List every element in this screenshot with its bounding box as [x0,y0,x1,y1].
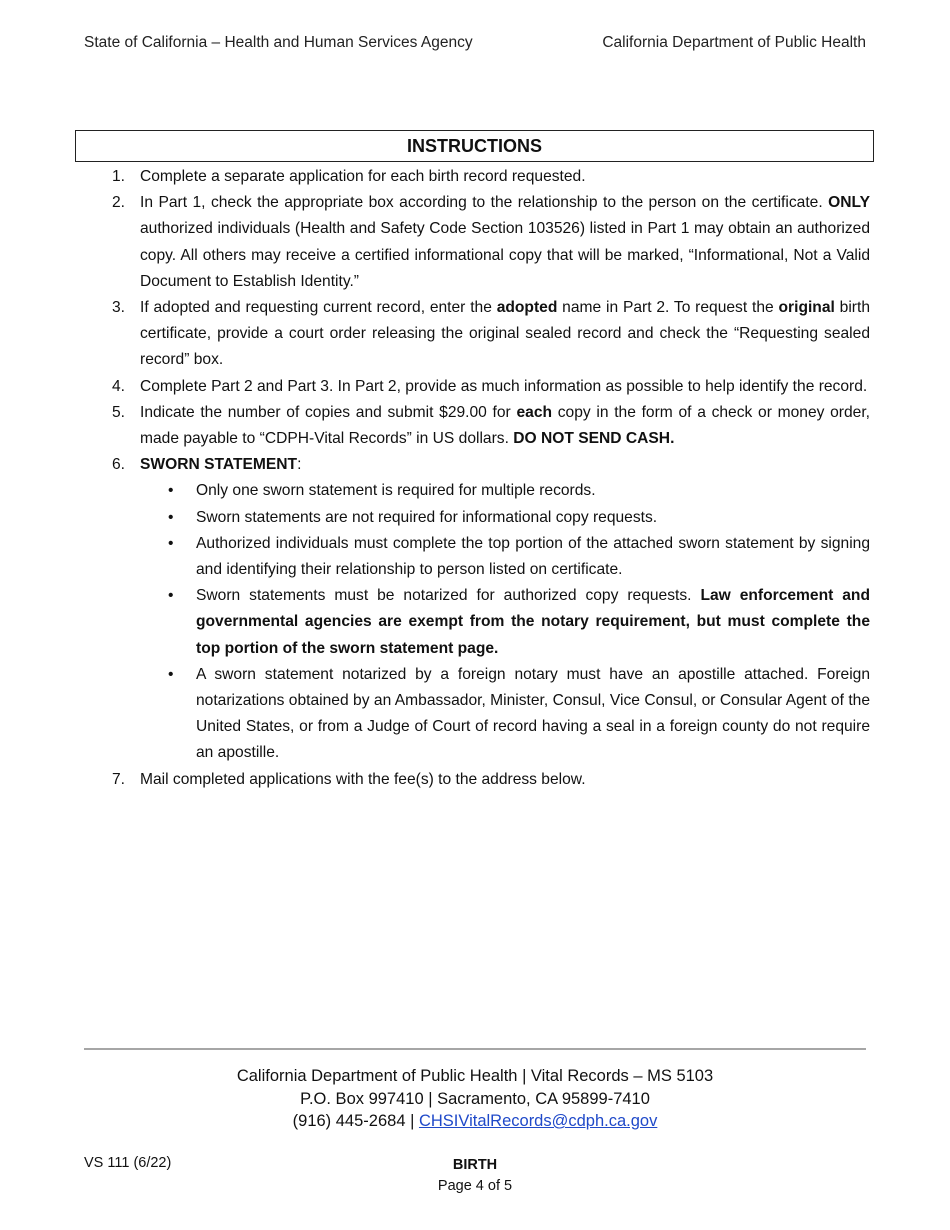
address-line-3 [0,1110,950,1133]
item-text: : [297,456,302,474]
instructions-title: INSTRUCTIONS [75,130,874,162]
header-department: California Department of Public Health [602,34,866,51]
bullet-text: Only one sworn statement is required for multiple records. [196,482,596,500]
item-emphasis: DO NOT SEND CASH. [513,430,675,448]
instruction-item-6 [84,452,870,478]
email-link[interactable]: CHSIVitalRecords@cdph.ca.gov [418,1112,658,1130]
document-type: BIRTH [452,1157,498,1173]
bullet-icon: • [168,534,174,552]
item-emphasis: adopted [496,299,558,317]
sworn-bullet-5 [84,662,870,767]
item-number: 2. [112,194,126,212]
sworn-bullet-2 [84,505,870,531]
sworn-bullet-3 [84,531,870,583]
form-number: VS 111 (6/22) [84,1155,172,1171]
bullet-icon: • [168,665,174,683]
item-text: In Part 1, check the appropriate box according to the relationship to the person on the certificate. [140,194,829,212]
bullet-icon: • [168,508,174,526]
item-number: 3. [112,299,126,317]
instruction-item-4 [84,374,870,400]
bullet-text: Sworn statements must be notarized for authorized copy requests. [196,587,701,605]
mailing-address [0,1065,950,1133]
instruction-item-5 [84,400,870,452]
sworn-bullet-4 [84,583,870,662]
item-text: Complete a separate application for each birth record requested. [140,168,586,185]
item-text: Complete Part 2 and Part 3. In Part 2, provide as much information as possible to help identify the record. [140,377,868,395]
bullet-emphasis: Law enforcement and governmental agencies are exempt from the notary requirement, but must complete the top portion of the sworn statement page. [196,587,870,657]
address-line-1: California Department of Public Health | Vital Records – MS 5103 [236,1067,714,1085]
sworn-bullet-1 [84,478,870,504]
sworn-statement-label: SWORN STATEMENT [140,456,298,474]
item-text: birth certificate, provide a court order releasing the original sealed record and check the “Requesting sealed record” box. [140,299,870,369]
item-number: 1. [112,168,126,185]
item-number: 6. [112,456,126,474]
item-text: copy in the form of a check or money order, made payable to “CDPH-Vital Records” in US dollars. [140,403,870,448]
bullet-text: Authorized individuals must complete the top portion of the attached sworn statement by signing and identifying their relationship to person listed on certificate. [196,534,870,579]
bullet-text: Sworn statements are not required for informational copy requests. [196,508,658,526]
item-text: If adopted and requesting current record, enter the [140,299,497,317]
bullet-text: A sworn statement notarized by a foreign notary must have an apostille attached. Foreign notarizations obtained by an Ambassador, Minister, Consul, Vice Consul, or Consular Agent of the United States, or from a Judge of Court of record having a seal in a foreign county do not require an apostille. [196,665,870,762]
item-text: Indicate the number of copies and submit $29.00 for [140,403,517,421]
instruction-item-7 [84,767,870,793]
address-line-2: P.O. Box 997410 | Sacramento, CA 95899-7410 [300,1089,650,1108]
instructions-list [84,164,870,793]
item-emphasis: original [778,299,835,317]
item-text: name in Part 2. To request the [557,299,779,317]
bullet-icon: • [168,482,174,500]
item-emphasis: each [516,403,553,421]
page-footer [0,1155,950,1197]
footer-divider [84,1048,866,1050]
instruction-item-3 [84,295,870,374]
item-number: 4. [112,377,126,395]
instruction-item-2 [84,190,870,295]
item-number: 7. [112,770,126,788]
header-agency: State of California – Health and Human Services Agency [84,34,473,51]
item-emphasis: ONLY [828,194,870,212]
page-number: Page 4 of 5 [437,1178,513,1194]
bullet-icon: • [168,587,174,605]
item-number: 5. [112,403,126,421]
instruction-item-1 [84,164,870,190]
item-text: authorized individuals (Health and Safety Code Section 103526) listed in Part 1 may obtain an authorized copy. All others may receive a certified informational copy that will be marked, “Informational, Not a Valid Document to Establish Identity.” [140,220,870,290]
item-text: Mail completed applications with the fee(s) to the address below. [140,770,586,788]
phone-number: (916) 445-2684 | [292,1112,419,1130]
